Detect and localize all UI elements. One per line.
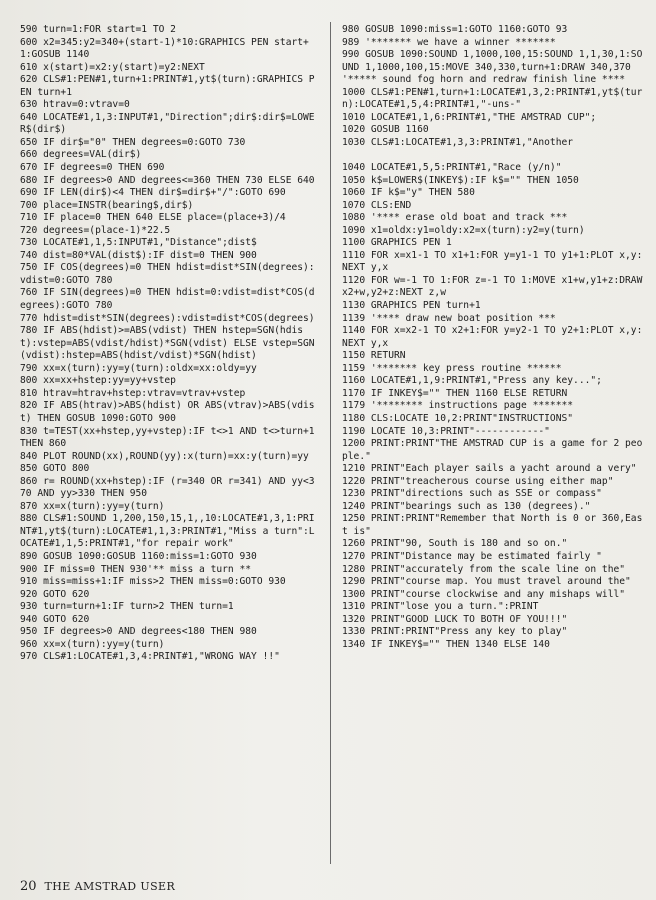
code-line: 1310 PRINT"lose you a turn.":PRINT bbox=[342, 601, 539, 613]
code-line: 820 IF ABS(htrav)>ABS(hdist) OR ABS(vtrav)>ABS(vdist) THEN GOSUB 1090:GOTO 900 bbox=[20, 400, 315, 424]
code-line: 1130 GRAPHICS PEN turn+1 bbox=[342, 300, 481, 312]
code-line: 610 x(start)=x2:y(start)=y2:NEXT bbox=[20, 61, 205, 73]
code-line: 989 '******* we have a winner ******* bbox=[342, 36, 556, 48]
code-line: 960 xx=x(turn):yy=y(turn) bbox=[20, 638, 165, 650]
code-line: 1290 PRINT"course map. You must travel around the" bbox=[342, 576, 631, 588]
code-line: 590 turn=1:FOR start=1 TO 2 bbox=[20, 24, 176, 35]
code-line: 700 place=INSTR(bearing$,dir$) bbox=[20, 199, 194, 211]
code-line: 1040 LOCATE#1,5,5:PRINT#1,"Race (y/n)" bbox=[342, 162, 562, 174]
code-line: 880 CLS#1:SOUND 1,200,150,15,1,,10:LOCATE#1,3,1:PRINT#1,yt$(turn):LOCATE#1,1,3:PRINT#1,"Miss a turn":LOCATE#1,1,5:PRINT#1,"for repair work" bbox=[20, 513, 315, 550]
code-line: 1150 RETURN bbox=[342, 350, 406, 362]
code-line: 1200 PRINT:PRINT"THE AMSTRAD CUP is a game for 2 people." bbox=[342, 438, 643, 462]
code-line: 1160 LOCATE#1,1,9:PRINT#1,"Press any key..."; bbox=[342, 375, 602, 387]
code-line: 910 miss=miss+1:IF miss>2 THEN miss=0:GOTO 930 bbox=[20, 576, 286, 588]
code-line: 1300 PRINT"course clockwise and any mishaps will" bbox=[342, 588, 626, 600]
code-line: 1100 GRAPHICS PEN 1 bbox=[342, 237, 452, 249]
code-line: 800 xx=xx+hstep:yy=yy+vstep bbox=[20, 375, 176, 387]
code-line: 950 IF degrees>0 AND degrees<180 THEN 980 bbox=[20, 626, 257, 638]
code-line: 890 GOSUB 1090:GOSUB 1160:miss=1:GOTO 930 bbox=[20, 550, 257, 562]
code-line: 1159 '******* key press routine ****** bbox=[342, 362, 562, 374]
code-line: 860 r= ROUND(xx+hstep):IF (r=340 OR r=341) AND yy<370 AND yy>330 THEN 950 bbox=[20, 475, 315, 500]
code-line: 1230 PRINT"directions such as SSE or compass" bbox=[342, 488, 602, 500]
code-line: 1090 x1=oldx:y1=oldy:x2=x(turn):y2=y(turn) bbox=[342, 224, 585, 236]
code-line: 1120 FOR w=-1 TO 1:FOR z=-1 TO 1:MOVE x1+w,y1+z:DRAW x2+w,y2+z:NEXT z,w bbox=[342, 274, 648, 299]
code-line: 1210 PRINT"Each player sails a yacht around a very" bbox=[342, 463, 637, 475]
code-line: 810 htrav=htrav+hstep:vtrav=vtrav+vstep bbox=[20, 387, 246, 399]
code-line: 1340 IF INKEY$="" THEN 1340 ELSE 140 bbox=[342, 638, 550, 650]
magazine-name: THE AMSTRAD USER bbox=[44, 880, 176, 893]
code-line: 1180 CLS:LOCATE 10,2:PRINT"INSTRUCTIONS" bbox=[342, 412, 574, 424]
column-divider bbox=[330, 22, 331, 864]
code-line: 1170 IF INKEY$="" THEN 1160 ELSE RETURN bbox=[342, 387, 568, 399]
code-line: 900 IF miss=0 THEN 930'** miss a turn ** bbox=[20, 563, 252, 575]
code-line: 940 GOTO 620 bbox=[20, 613, 90, 625]
code-line: 850 GOTO 800 bbox=[20, 463, 90, 475]
code-line: 620 CLS#1:PEN#1,turn+1:PRINT#1,yt$(turn):GRAPHICS PEN turn+1 bbox=[20, 74, 315, 98]
code-line: 870 xx=x(turn):yy=y(turn) bbox=[20, 500, 165, 512]
code-line: 1140 FOR x=x2-1 TO x2+1:FOR y=y2-1 TO y2+1:PLOT x,y:NEXT y,x bbox=[342, 325, 643, 349]
code-line: 1080 '**** erase old boat and track *** bbox=[342, 212, 568, 224]
page-footer bbox=[20, 879, 175, 894]
code-line: 760 IF SIN(degrees)=0 THEN hdist=0:vdist=dist*COS(degrees):GOTO 780 bbox=[20, 287, 315, 312]
code-line: 780 IF ABS(hdist)>=ABS(vdist) THEN hstep=SGN(hdist):vstep=ABS(vdist/hdist)*SGN(vdist) ELSE vstep=SGN(vdist):hstep=ABS(hdist/vdist)*SGN(hdist) bbox=[20, 325, 315, 362]
listing-column-left bbox=[20, 24, 320, 874]
code-line: 650 IF dir$="0" THEN degrees=0:GOTO 730 bbox=[20, 136, 246, 148]
code-line: 640 LOCATE#1,1,3:INPUT#1,"Direction";dir$:dir$=LOWER$(dir$) bbox=[20, 111, 315, 136]
code-line: 750 IF COS(degrees)=0 THEN hdist=dist*SIN(degrees):vdist=0:GOTO 780 bbox=[20, 262, 315, 286]
code-line: 1320 PRINT"GOOD LUCK TO BOTH OF YOU!!!" bbox=[342, 613, 568, 625]
code-line: 1270 PRINT"Distance may be estimated fairly " bbox=[342, 550, 602, 562]
code-line: 1280 PRINT"accurately from the scale line on the" bbox=[342, 563, 626, 575]
code-line: 730 LOCATE#1,1,5:INPUT#1,"Distance";dist$ bbox=[20, 237, 257, 249]
code-line: 1020 GOSUB 1160 bbox=[342, 124, 429, 136]
code-line: 630 htrav=0:vtrav=0 bbox=[20, 99, 130, 111]
code-line: 1110 FOR x=x1-1 TO x1+1:FOR y=y1-1 TO y1+1:PLOT x,y:NEXT y,x bbox=[342, 249, 643, 274]
code-line: 660 degrees=VAL(dir$) bbox=[20, 149, 142, 161]
code-line: 1250 PRINT:PRINT"Remember that North is 0 or 360,East is" bbox=[342, 513, 643, 537]
code-line: 930 turn=turn+1:IF turn>2 THEN turn=1 bbox=[20, 601, 234, 613]
code-line: 1240 PRINT"bearings such as 130 (degrees)." bbox=[342, 500, 591, 512]
code-line: 1060 IF k$="y" THEN 580 bbox=[342, 187, 475, 199]
code-line: 970 CLS#1:LOCATE#1,3,4:PRINT#1,"WRONG WAY !!" bbox=[20, 651, 280, 663]
code-line: 1030 CLS#1:LOCATE#1,3,3:PRINT#1,"Another bbox=[342, 136, 574, 148]
code-line: 1190 LOCATE 10,3:PRINT"------------" bbox=[342, 425, 550, 437]
listing-column-right bbox=[342, 24, 648, 874]
code-line: 1179 '******** instructions page ******* bbox=[342, 400, 574, 412]
code-line: 1330 PRINT:PRINT"Press any key to play" bbox=[342, 626, 568, 638]
code-line: 980 GOSUB 1090:miss=1:GOTO 1160:GOTO 93 bbox=[342, 24, 568, 35]
code-line: 720 degrees=(place-1)*22.5 bbox=[20, 224, 171, 236]
code-line: 690 IF LEN(dir$)<4 THEN dir$=dir$+"/":GOTO 690 bbox=[20, 187, 286, 199]
page-number: 20 bbox=[20, 879, 37, 894]
code-line: 920 GOTO 620 bbox=[20, 588, 90, 600]
code-line: 670 IF degrees=0 THEN 690 bbox=[20, 162, 165, 174]
code-line: 790 xx=x(turn):yy=y(turn):oldx=xx:oldy=yy bbox=[20, 362, 257, 374]
code-line: 1050 k$=LOWER$(INKEY$):IF k$="" THEN 1050 bbox=[342, 174, 579, 186]
code-line: 830 t=TEST(xx+hstep,yy+vstep):IF t<>1 AND t<>turn+1 THEN 860 bbox=[20, 425, 320, 450]
code-line: 1220 PRINT"treacherous course using either map" bbox=[342, 475, 614, 487]
code-line: 1010 LOCATE#1,1,6:PRINT#1,"THE AMSTRAD CUP"; bbox=[342, 111, 597, 123]
code-line bbox=[342, 149, 648, 162]
code-line: 1139 '**** draw new boat position *** bbox=[342, 312, 556, 324]
code-line: 740 dist=80*VAL(dist$):IF dist=0 THEN 900 bbox=[20, 249, 257, 261]
code-line: 1070 CLS:END bbox=[342, 199, 412, 211]
code-line: 680 IF degrees>0 AND degrees<=360 THEN 730 ELSE 640 bbox=[20, 174, 315, 186]
code-line: 710 IF place=0 THEN 640 ELSE place=(place+3)/4 bbox=[20, 212, 286, 224]
code-line: 990 GOSUB 1090:SOUND 1,1000,100,15:SOUND 1,1,30,1:SOUND 1,1000,100,15:MOVE 340,330,turn+1:DRAW 340,370 '***** sound fog horn and redraw finish line **** bbox=[342, 49, 643, 86]
code-line: 840 PLOT ROUND(xx),ROUND(yy):x(turn)=xx:y(turn)=yy bbox=[20, 450, 309, 462]
code-line: 770 hdist=dist*SIN(degrees):vdist=dist*COS(degrees) bbox=[20, 312, 315, 324]
code-line: 1000 CLS#1:PEN#1,turn+1:LOCATE#1,3,2:PRINT#1,yt$(turn):LOCATE#1,5,4:PRINT#1,"-uns-" bbox=[342, 86, 643, 111]
code-line: 600 x2=345:y2=340+(start-1)*10:GRAPHICS PEN start+1:GOSUB 1140 bbox=[20, 36, 309, 61]
code-line: 1260 PRINT"90, South is 180 and so on." bbox=[342, 538, 568, 550]
